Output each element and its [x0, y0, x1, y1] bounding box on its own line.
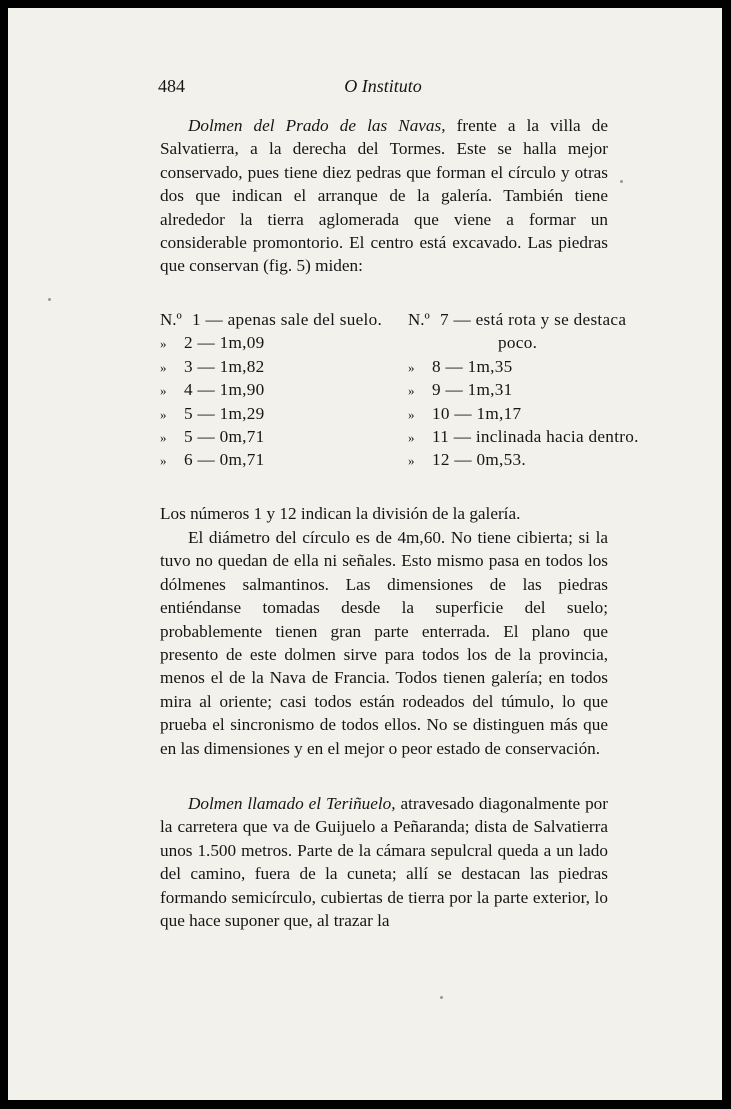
measurement-row	[408, 308, 627, 331]
page-header	[158, 76, 608, 100]
measurement-row	[160, 402, 400, 425]
row-text: 11 — inclinada hacia dentro.	[432, 426, 639, 446]
measurement-row	[408, 448, 618, 471]
stone-measurements-list	[160, 308, 639, 488]
row-marker: »	[408, 453, 415, 469]
row-marker: N.º	[408, 310, 430, 329]
measurement-row	[160, 331, 400, 354]
row-text: 1 — apenas sale del suelo.	[192, 310, 383, 329]
row-text: 2 — 1m,09	[184, 333, 265, 353]
row-marker: »	[160, 383, 167, 399]
row-marker: »	[408, 359, 415, 375]
row-marker: »	[408, 383, 415, 399]
paragraph-terinuelo	[160, 792, 608, 932]
measurement-row	[408, 425, 639, 448]
measurement-row	[160, 355, 400, 378]
paper-speck	[48, 298, 51, 301]
row-text: poco.	[498, 333, 538, 353]
row-text: 5 — 1m,29	[184, 403, 265, 423]
measurement-row	[160, 425, 400, 448]
paper-speck	[440, 996, 443, 999]
measurement-row	[160, 308, 400, 331]
measurement-row	[408, 378, 618, 401]
row-marker: »	[160, 336, 167, 352]
paragraph-prado-de-las-navas	[160, 114, 608, 278]
row-text: 8 — 1m,35	[432, 356, 513, 376]
measurement-row	[408, 402, 618, 425]
paper-speck	[620, 180, 623, 183]
row-text: 7 — está rota y se destaca	[440, 310, 627, 329]
page-number: 484	[158, 76, 185, 96]
row-text: 12 — 0m,53.	[432, 450, 527, 470]
row-text: 5 — 0m,71	[184, 426, 265, 446]
paragraph-text: atravesado diagonalmente por la carretera que va de Guijuelo a Peñaranda; dista de Salvatierra unos 1.500 metros. Parte de la cámara sepulcral queda a un lado del camino, fuera de la cuneta; allí se destacan las piedras formando semicírculo, cubiertas de tierra por la parte exterior, lo que hace suponer que, al trazar la	[160, 794, 609, 931]
row-marker: »	[160, 453, 167, 469]
paragraph-lead-italic: Dolmen llamado el Teriñuelo,	[188, 794, 396, 813]
measurement-row	[160, 378, 400, 401]
paragraph-text: frente a la villa de Salvatierra, a la derecha del Tormes. Este se halla mejor conservado, pues tiene diez pedras que forman el círculo y otras dos que indican el arranque de la galería. También tiene alrededor la tierra aglomerada que viene a formar un considerable promontorio. El centro está excavado. Las piedras que conservan (fig. 5) miden:	[160, 116, 608, 276]
row-marker: »	[160, 406, 167, 422]
book-page	[8, 8, 722, 1100]
row-text: 4 — 1m,90	[184, 380, 265, 400]
measurements-left-column	[160, 308, 400, 472]
row-marker: »	[160, 359, 167, 375]
row-text: 3 — 1m,82	[184, 356, 265, 376]
row-marker: »	[160, 429, 167, 445]
row-marker: »	[408, 406, 415, 422]
paragraph-lead-italic: Dolmen del Prado de las Navas,	[188, 116, 446, 135]
measurement-row	[408, 355, 618, 378]
row-text: 9 — 1m,31	[432, 380, 513, 400]
measurements-right-column	[408, 308, 639, 472]
row-marker: »	[408, 429, 415, 445]
row-text: 10 — 1m,17	[432, 403, 522, 423]
row-text: 6 — 0m,71	[184, 450, 265, 470]
measurement-row	[160, 448, 400, 471]
row-marker: N.º	[160, 310, 182, 329]
paragraph-gallery-note: Los números 1 y 12 indican la división de la galería.	[160, 504, 521, 523]
running-title: O Instituto	[344, 76, 422, 96]
paragraph-diameter: El diámetro del círculo es de 4m,60. No tiene cibierta; si la tuvo no quedan de ella ni señales. Esto mismo pasa en todos los dólmenes salmantinos. Las dimensiones de las piedras entiéndanse tomadas desde la superficie del suelo; probablemente tienen gran parte enterrada. El plano que presento de este dolmen sirve para todos los de la provincia, menos el de la Nava de Francia. Todos tienen galería; en todos mira al oriente; casi todos están rodeados del túmulo, lo que prueba el sincronismo de todos ellos. No se distinguen más que en las dimensiones y en el mejor o peor estado de conservación.	[160, 528, 608, 758]
measurement-row-continuation	[408, 331, 618, 354]
